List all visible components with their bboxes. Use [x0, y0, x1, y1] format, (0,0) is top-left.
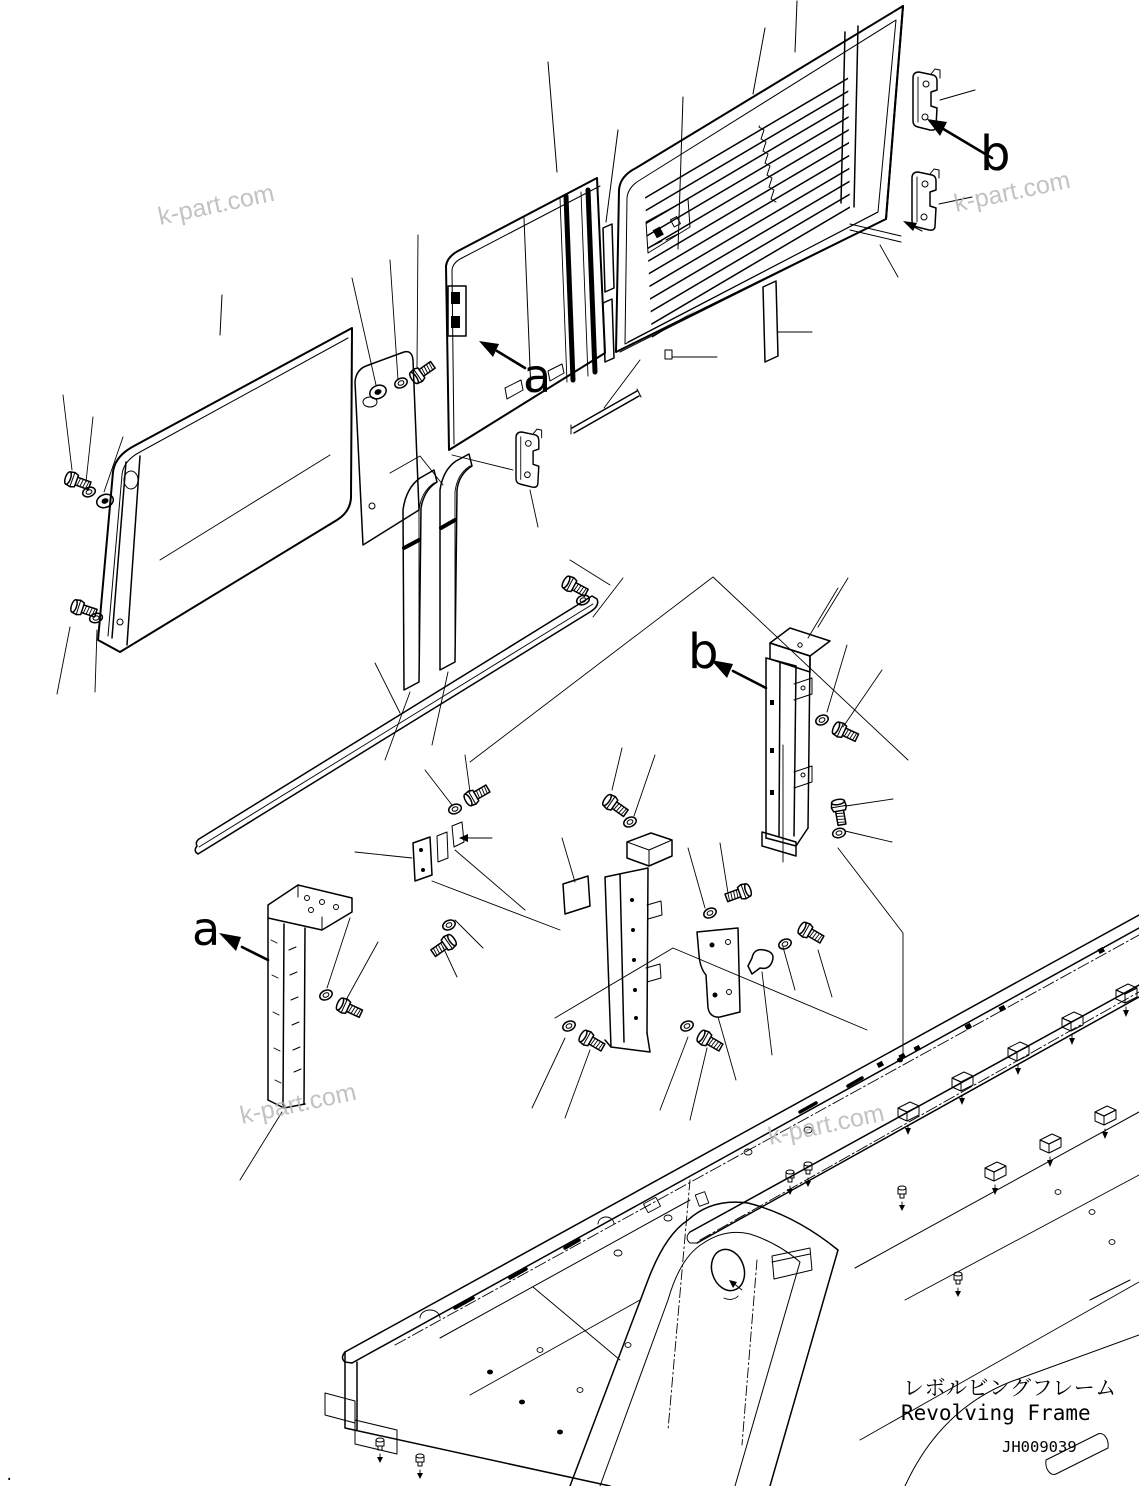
- washer-icon: [622, 815, 638, 829]
- hex-bolt-icon: [334, 996, 364, 1020]
- door-latch: [448, 286, 466, 336]
- washer-icon: [814, 713, 830, 727]
- callout-letter-a: a: [523, 349, 552, 403]
- leader-lines-top: [220, 1, 797, 335]
- stray-period: .: [5, 1468, 14, 1484]
- watermarks: [155, 166, 1072, 1151]
- deck-bolt-icon: [954, 1272, 962, 1297]
- side-door-panel: [446, 178, 614, 450]
- washer-icon: [832, 827, 847, 839]
- deck-bolt-icon: [898, 1186, 906, 1211]
- support-pillar-b: [762, 578, 893, 856]
- washer-icon: [447, 802, 462, 815]
- callout-letter-a: a: [192, 902, 221, 956]
- watermark: k-part.com: [951, 165, 1073, 218]
- callout-arrow-icon: [927, 119, 947, 136]
- deck-bolt-icon: [786, 1170, 794, 1195]
- hex-bolt-icon: [462, 782, 492, 808]
- washer-icon: [393, 376, 409, 390]
- fastener-set-lower-left: [57, 598, 103, 694]
- slim-rod: [571, 360, 641, 434]
- deck-bolt-icon: [416, 1454, 424, 1479]
- hex-bolt-icon: [577, 1028, 607, 1054]
- hex-bolt-icon: [724, 882, 753, 905]
- sill-rail: [195, 560, 623, 854]
- hinge-plate-lower: [912, 169, 939, 230]
- seal-strips: [385, 454, 472, 760]
- washer-icon: [702, 906, 718, 920]
- hex-bolt-icon: [601, 792, 631, 819]
- washer-icon: [561, 1019, 577, 1033]
- louver-grille: [645, 73, 857, 341]
- washer-icon: [441, 918, 457, 932]
- callout-a-top: [479, 341, 551, 403]
- wire-clamp: [748, 950, 773, 974]
- support-pillar-a: [240, 885, 378, 1180]
- mount-plate-right: [697, 928, 740, 1017]
- grommet-icon: [368, 383, 389, 402]
- mount-plate-left: [563, 876, 590, 914]
- small-arrow-icon: [729, 1280, 737, 1288]
- filler-panel: [355, 352, 419, 545]
- callout-arrow-icon: [219, 933, 241, 951]
- fastener-set-mid: [425, 755, 492, 816]
- boss-hole: [706, 1245, 749, 1295]
- callout-letter-b: b: [688, 624, 719, 680]
- spacer-block: [665, 350, 672, 359]
- left-side-panel: [98, 328, 352, 652]
- washer-icon: [679, 1019, 695, 1033]
- watermark: k-part.com: [765, 1098, 887, 1151]
- caption-english: Revolving Frame: [901, 1401, 1091, 1425]
- washer-icon: [318, 988, 334, 1002]
- fastener-set-upper-left: [63, 395, 123, 510]
- drawing-number: JH009039: [1002, 1438, 1077, 1456]
- fastener-set-below-plate: [429, 918, 483, 977]
- hex-bolt-icon: [796, 920, 826, 946]
- watermark: k-part.com: [155, 178, 277, 231]
- hinge-plate: [516, 429, 542, 487]
- watermark: k-part.com: [237, 1077, 359, 1130]
- callout-letter-b: b: [980, 126, 1011, 182]
- center-support-pillar: [532, 745, 832, 1120]
- hex-bolt-icon: [429, 932, 459, 959]
- callout-b-top: [927, 119, 1010, 182]
- callout-a-bottom: [192, 902, 268, 960]
- small-mount-plate: [355, 822, 492, 881]
- washer-icon: [89, 612, 104, 624]
- hex-bolt-icon: [830, 798, 849, 826]
- small-arrow-icon: [903, 221, 917, 231]
- caption-japanese: レボルビングフレーム: [903, 1376, 1117, 1400]
- trim-strip-vertical: [763, 281, 812, 362]
- gap-trim-strips: [603, 224, 614, 362]
- washer-icon: [777, 937, 793, 951]
- callout-arrow-icon: [479, 341, 499, 357]
- rail-clip-icon: [985, 1162, 1006, 1195]
- hex-bolt-icon: [695, 1028, 725, 1054]
- hex-bolt-icon: [408, 359, 438, 386]
- rail-clip-icon: [1040, 1134, 1061, 1167]
- fastener-set-door-top: [352, 235, 437, 401]
- callout-b-bottom: [688, 624, 766, 688]
- door-hinge: [452, 429, 542, 527]
- grommet-icon: [95, 492, 115, 510]
- hex-bolt-icon: [63, 470, 92, 493]
